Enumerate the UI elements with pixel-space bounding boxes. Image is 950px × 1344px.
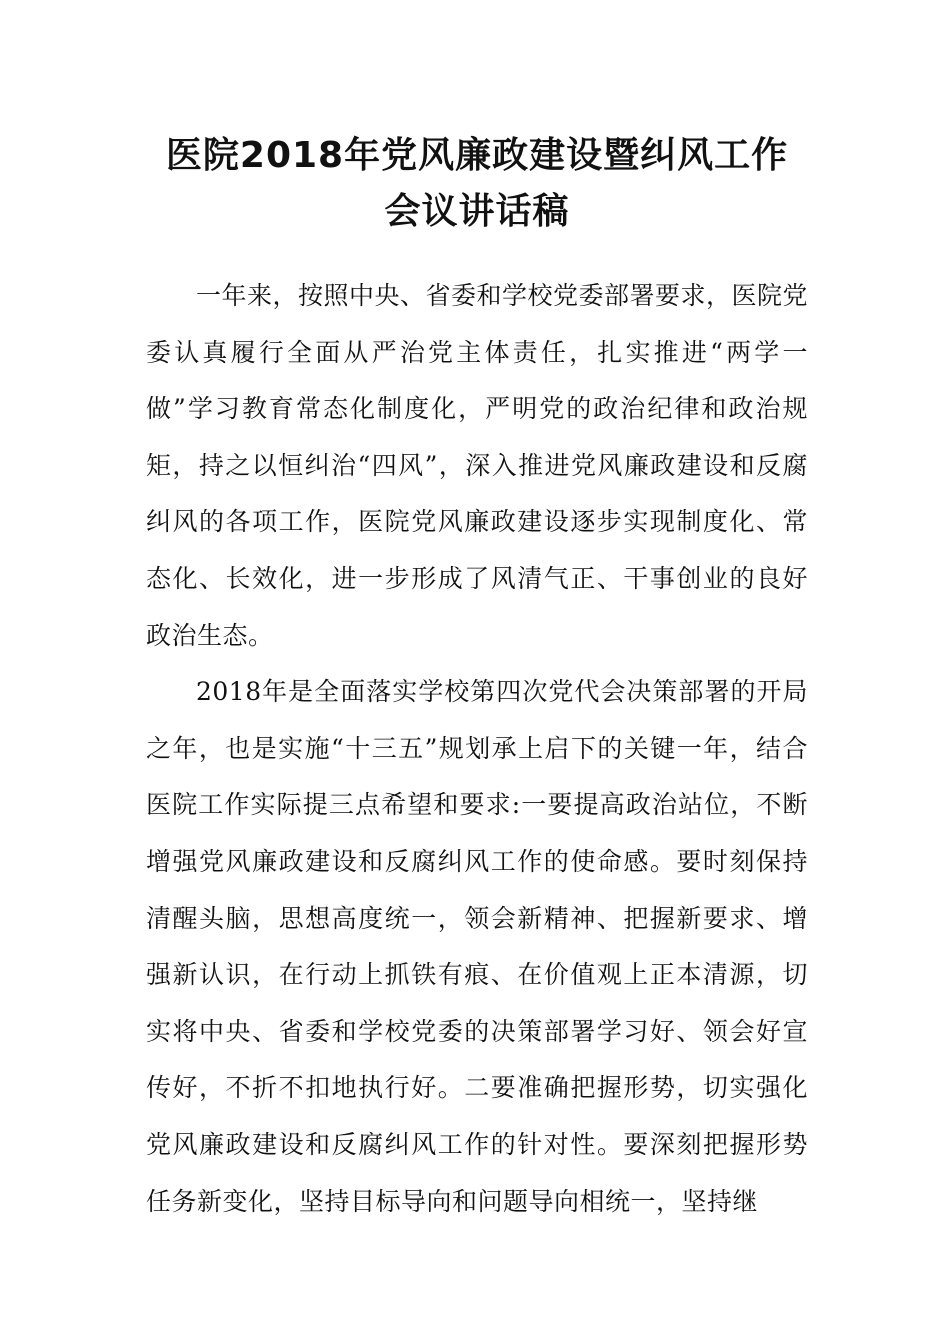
document-title-line-1: 医院2018年党风廉政建设暨纠风工作 bbox=[165, 135, 789, 176]
document-body bbox=[146, 268, 808, 1230]
paragraph-1: 一年来，按照中央、省委和学校党委部署要求，医院党委认真履行全面从严治党主体责任，扎实推进“两学一做”学习教育常态化制度化，严明党的政治纪律和政治规矩，持之以恒纠治“四风”，深入推进党风廉政建设和反腐纠风的各项工作，医院党风廉政建设逐步实现制度化、常态化、长效化，进一步形成了风清气正、干事创业的良好政治生态。 bbox=[146, 281, 809, 650]
paragraph-2: 2018年是全面落实学校第四次党代会决策部署的开局之年，也是实施“十三五”规划承上启下的关键一年，结合医院工作实际提三点希望和要求:一要提高政治站位，不断增强党风廉政建设和反腐纠风工作的使命感。要时刻保持清醒头脑，思想高度统一，领会新精神、把握新要求、增强新认识，在行动上抓铁有痕、在价值观上正本清源，切实将中央、省委和学校党委的决策部署学习好、领会好宣传好，不折不扣地执行好。二要准确把握形势，切实强化党风廉政建设和反腐纠风工作的针对性。要深刻把握形势任务新变化，坚持目标导向和问题导向相统一，坚持继 bbox=[146, 677, 808, 1216]
document-title-line-2: 会议讲话稿 bbox=[384, 191, 570, 232]
document-title bbox=[146, 128, 808, 240]
